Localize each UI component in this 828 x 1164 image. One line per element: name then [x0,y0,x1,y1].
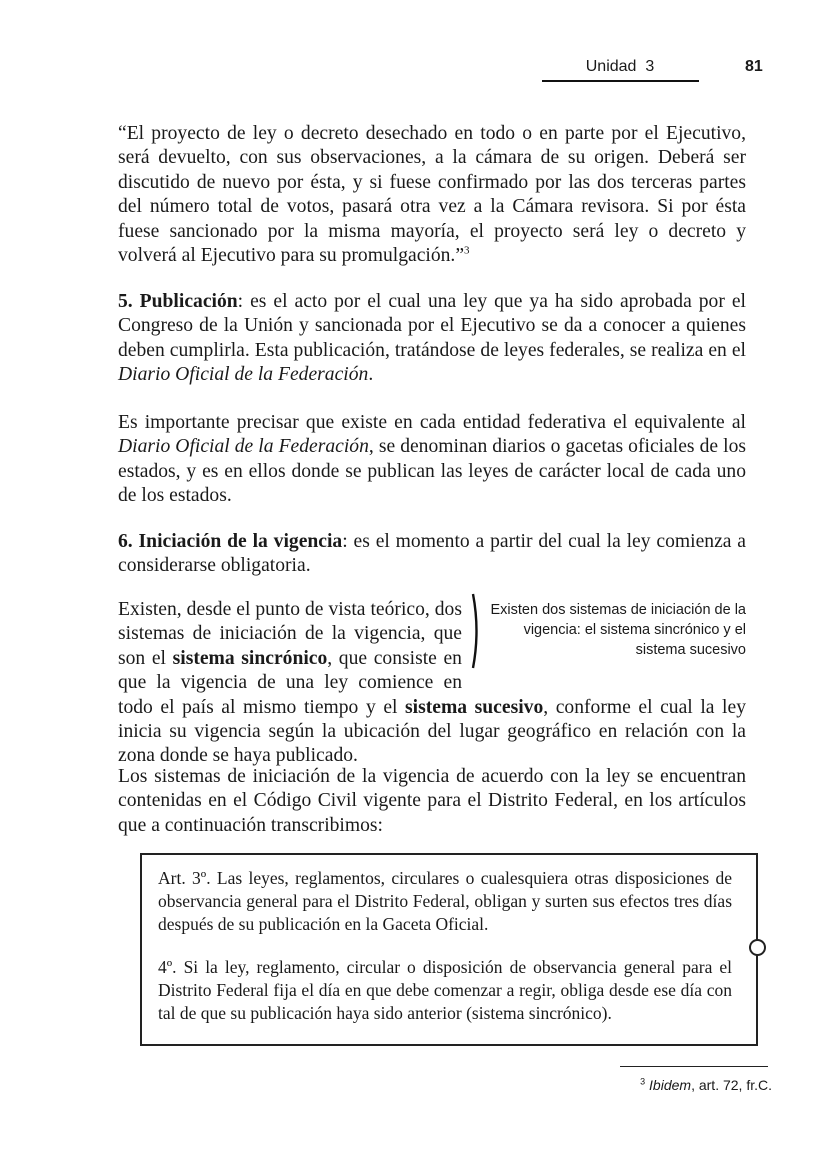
entidad-paragraph [118,411,746,509]
sistema-sincronico-term: sistema sincrónico [172,647,328,669]
circle-marker-icon [749,939,766,956]
article-3: Art. 3º. Las leyes, reglamentos, circulares o cualesquiera otras disposiciones de observancia general para el Distrito Federal, obligan y surten sus efectos tres días después de su publicación en la Gaceta Oficial. [158,868,732,934]
article-4: 4º. Si la ley, reglamento, circular o disposición de observancia general para el Distrito Federal fija el día en que debe comenzar a regir, obliga desde ese día con tal de que su publicación haya sido anterior (sistema sincrónico). [158,957,732,1023]
publicacion-end: . [368,364,374,386]
vigencia-heading: 6. Iniciación de la vigencia [118,531,343,552]
header-rule [542,80,699,82]
brace-icon [470,592,484,670]
vigencia-text: : es el momento a partir del cual la ley comienza a considerarse obligatoria. [118,531,747,577]
footnote-rule [620,1066,768,1067]
footnote [560,1077,772,1093]
footnote-ref: 3 [464,244,470,257]
quote-paragraph [118,122,746,268]
entidad-text-a: Es importante precisar que existe en cada entidad federativa el equivalente al [118,412,746,433]
sistemas-paragraph [118,598,746,769]
sistemas-text-a: Existen, desde el punto de vista teórico, dos sistemas de iniciación de la vigencia, que son el [118,599,462,669]
margin-note [476,598,746,673]
footnote-italic: Ibidem [649,1077,692,1093]
footnote-number: 3 [640,1076,646,1087]
codigo-paragraph: Los sistemas de iniciación de la vigencia de acuerdo con la ley se encuentran contenidas en el Código Civil vigente para el Distrito Federal, en los artículos que a continuación transcribimos: [118,766,746,836]
entidad-italic: Diario Oficial de la Federación [118,436,369,458]
sistema-sucesivo-term: sistema sucesivo [405,696,544,718]
vigencia-paragraph [118,530,746,579]
footnote-text: , art. 72, fr.C. [691,1077,772,1093]
publicacion-paragraph [118,290,746,388]
publicacion-italic: Diario Oficial de la Federación [118,364,369,386]
page-number: 81 [745,58,763,75]
publicacion-heading: 5. Publicación [118,291,238,312]
publicacion-text: : es el acto por el cual una ley que ya ha sido aprobada por el Congreso de la Unión y sancionada por el Ejecutivo se da a conocer a quienes deben cumplirla. Esta publicación, tratándose de leyes federales, se realiza en el [118,291,746,361]
unit-title: Unidad 3 [585,58,655,75]
entidad-text-b: , se denominan diarios o gacetas oficiales de los estados, y es en ellos donde se publican las leyes de carácter local de cada uno de los estados. [118,436,746,507]
quote-text: “El proyecto de ley o decreto desechado en todo o en parte por el Ejecutivo, será devuelto, con sus observaciones, a la cámara de su origen. Deberá ser discutido de nuevo por ésta, y si fuese confirmado por las dos terceras partes del número total de votos, pasará otra vez a la Cámara revisora. Si por ésta fuese sancionado por la misma mayoría, el proyecto será ley o decreto y volverá al Ejecutivo para su promulgación.” [118,123,746,267]
margin-note-text: Existen dos sistemas de iniciación de la vigencia: el sistema sincrónico y el sistema sucesivo [490,602,746,658]
legal-quote-box [140,853,758,1046]
sistemas-text-b: , que consiste en que la vigencia de una ley comience en todo el país al mismo tiempo y el [118,647,462,718]
sistemas-text-c: , conforme el cual la ley inicia su vigencia según la ubicación del lugar geográfico en relación con la zona donde se haya publicado. [118,696,746,767]
